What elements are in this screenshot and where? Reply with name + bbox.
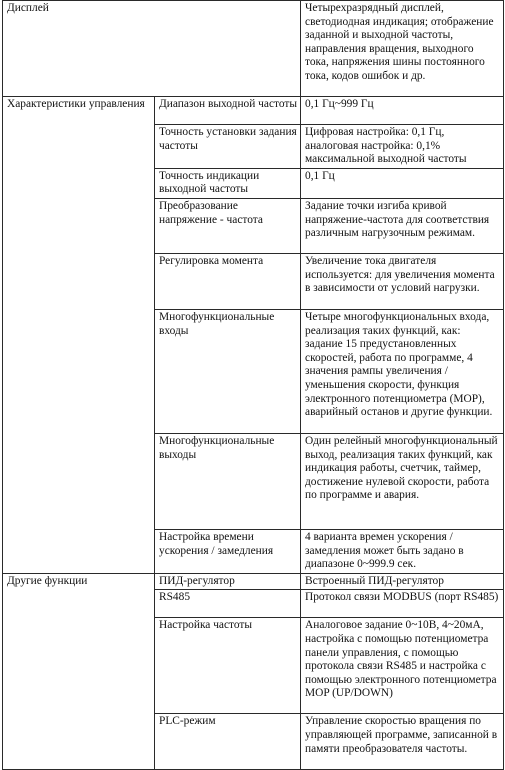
param-label: Многофункциональные входы <box>155 309 301 433</box>
display-value: Четырехразрядный дисплей, светодиодная индикация; отображение заданной и выходной частоты, направления вращения, выходного тока, напряжения шины постоянного тока, кодов ошибок и др. <box>301 1 504 97</box>
section-label-other: Другие функции <box>3 573 155 770</box>
param-value: 4 варианта времен ускорения / замедления может быть задано в диапазоне 0~999.9 сек. <box>301 529 504 573</box>
param-value: Управление скоростью вращения по управляющей программе, записанной в памяти преобразователя частоты. <box>301 714 504 770</box>
param-value: Задание точки изгиба кривой напряжение-частота для соответствия различным нагрузочным режимам. <box>301 198 504 253</box>
param-value: Увеличение тока двигателя используется: для увеличения момента в зависимости от условий нагрузки. <box>301 253 504 309</box>
param-label: RS485 <box>155 590 301 618</box>
param-value: Встроенный ПИД-регулятор <box>301 573 504 590</box>
param-label: PLC-режим <box>155 714 301 770</box>
param-value: Один релейный многофункциональный выход, реализация таких функций, как индикация работы, счетчик, таймер, достижение нулевой скорости, работа по программе и авария. <box>301 433 504 529</box>
param-value: 0,1 Гц <box>301 168 504 198</box>
section-label-control: Характеристики управления <box>3 97 155 574</box>
param-label: Точность установки задания частоты <box>155 125 301 169</box>
specification-table <box>2 0 504 770</box>
param-value: Аналоговое задание 0~10В, 4~20мА, настройка с помощью потенциометра панели управления, с помощью протокола связи RS485 и настройка с помощью электронного потенциометра MOP (UP/DOWN) <box>301 618 504 714</box>
param-label: ПИД-регулятор <box>155 573 301 590</box>
section-label-display: Дисплей <box>3 1 301 97</box>
param-value: Протокол связи MODBUS (порт RS485) <box>301 590 504 618</box>
param-label: Настройка частоты <box>155 618 301 714</box>
param-value: 0,1 Гц~999 Гц <box>301 97 504 125</box>
param-label: Диапазон выходной частоты <box>155 97 301 125</box>
param-label: Преобразование напряжение - частота <box>155 198 301 253</box>
param-value: Четыре многофункциональных входа, реализация таких функций, как: задание 15 предустановленных скоростей, работа по программе, 4 значения рампы увеличения / уменьшения скорости, функция электронного потенциометра (MOP), аварийный останов и другие функции. <box>301 309 504 433</box>
table-row <box>3 97 504 125</box>
table-row <box>3 573 504 590</box>
param-label: Регулировка момента <box>155 253 301 309</box>
param-label: Настройка времени ускорения / замедления <box>155 529 301 573</box>
table-row <box>3 1 504 97</box>
param-label: Точность индикации выходной частоты <box>155 168 301 198</box>
param-value: Цифровая настройка: 0,1 Гц, аналоговая настройка: 0,1% максимальной выходной частоты <box>301 125 504 169</box>
param-label: Многофункциональные выходы <box>155 433 301 529</box>
